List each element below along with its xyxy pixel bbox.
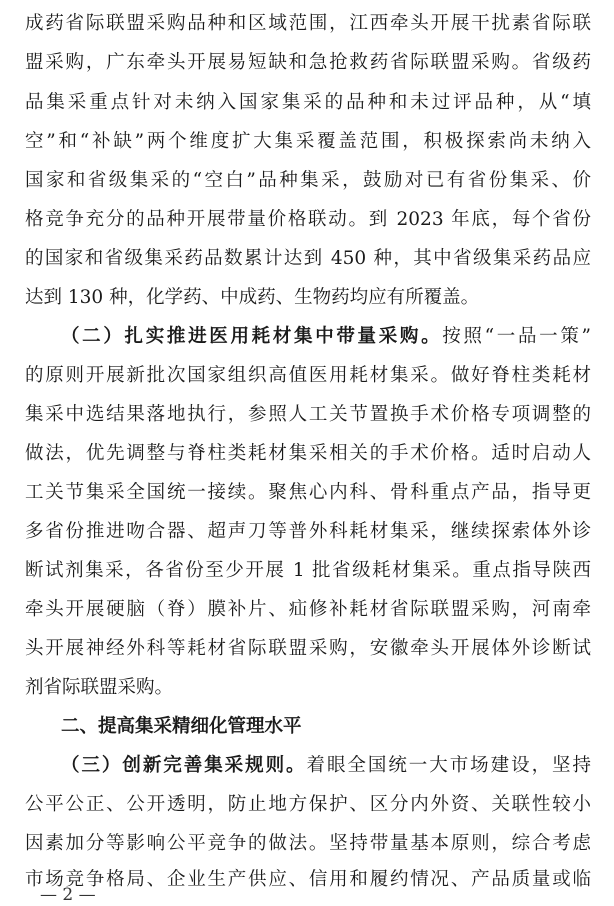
paragraph-line: 剂省际联盟采购。: [25, 677, 174, 698]
paragraph-line: 国家和省级集采的“空白”品种集采，鼓励对已有省份集采、价: [25, 170, 591, 191]
paragraph-line: 成药省际联盟采购品种和区域范围，江西牵头开展干扰素省际联: [25, 13, 591, 34]
paragraph-line: 多省份推进吻合器、超声刀等普外科耗材集采，继续探索体外诊: [25, 521, 591, 542]
paragraph-line: 达到 130 种，化学药、中成药、生物药均应有所覆盖。: [25, 287, 480, 308]
paragraph-lead-text: 按照“一品一策”: [442, 326, 591, 347]
paragraph-line: 市场竞争格局、企业生产供应、信用和履约情况、产品质量或临: [25, 869, 591, 890]
paragraph-line: 做法，优先调整与脊柱类耗材集采相关的手术价格。适时启动人: [25, 443, 591, 464]
paragraph-line: 格竞争充分的品种开展带量价格联动。到 2023 年底，每个省份: [25, 209, 591, 230]
paragraph-line: 公平公正、公开透明，防止地方保护、区分内外资、关联性较小: [25, 794, 591, 815]
paragraph-line: 空”和“补缺”两个维度扩大集采覆盖范围，积极探索尚未纳入: [25, 131, 591, 152]
paragraph-line: 盟采购，广东牵头开展易短缺和急抢救药省际联盟采购。省级药: [25, 52, 591, 73]
paragraph-line: 的国家和省级集采药品数累计达到 450 种，其中省级集采药品应: [25, 248, 591, 269]
paragraph-lead-text: 着眼全国统一大市场建设，坚持: [306, 755, 591, 776]
paragraph-line: 因素加分等影响公平竞争的做法。坚持带量基本原则，综合考虑: [25, 833, 591, 854]
paragraph-line: 牵头开展硬脑（脊）膜补片、疝修补耗材省际联盟采购，河南牵: [25, 599, 591, 620]
paragraph-lead-line: [61, 752, 591, 780]
paragraph-line: 断试剂集采，各省份至少开展 1 批省级耗材集采。重点指导陕西: [25, 560, 591, 581]
subsection-title: （二）扎实推进医用耗材集中带量采购。: [61, 326, 443, 347]
paragraph-line: 头开展神经外科等耗材省际联盟采购，安徽牵头开展体外诊断试: [25, 638, 591, 659]
section-heading: 二、提高集采精细化管理水平: [61, 716, 302, 737]
paragraph-line: 工关节集采全国统一接续。聚焦心内科、骨科重点产品，指导更: [25, 482, 591, 503]
page-number: — 2 —: [40, 885, 96, 905]
paragraph-line: 品集采重点针对未纳入国家集采的品种和未过评品种，从“填: [25, 92, 591, 113]
paragraph-lead-line: [61, 323, 591, 351]
subsection-title: （三）创新完善集采规则。: [61, 755, 307, 776]
paragraph-line: 的原则开展新批次国家组织高值医用耗材集采。做好脊柱类耗材: [25, 365, 591, 386]
paragraph-line: 集采中选结果落地执行，参照人工关节置换手术价格专项调整的: [25, 404, 591, 425]
